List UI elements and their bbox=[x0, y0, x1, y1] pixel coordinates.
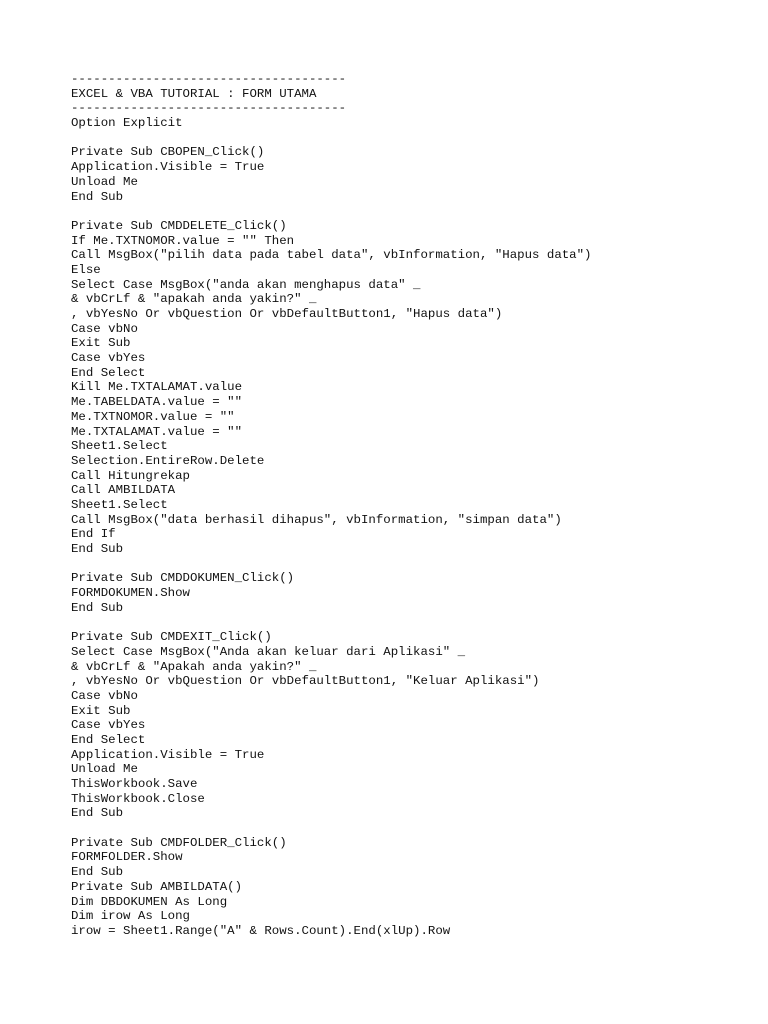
code-line: Me.TXTALAMAT.value = "" bbox=[71, 424, 243, 439]
code-line: , vbYesNo Or vbQuestion Or vbDefaultButton1, "Keluar Aplikasi") bbox=[71, 674, 540, 689]
code-line: Call Hitungrekap bbox=[71, 468, 190, 483]
code-line: Call MsgBox("pilih data pada tabel data", vbInformation, "Hapus data") bbox=[71, 248, 592, 263]
code-line bbox=[71, 204, 592, 219]
code-line: Private Sub CMDDELETE_Click() bbox=[71, 218, 287, 233]
code-line: Dim irow As Long bbox=[71, 909, 190, 924]
code-line: ThisWorkbook.Save bbox=[71, 777, 198, 791]
code-line: Me.TXTNOMOR.value = "" bbox=[71, 409, 235, 424]
code-line: Me.TABELDATA.value = "" bbox=[71, 395, 243, 410]
code-line: Unload Me bbox=[71, 174, 138, 189]
code-line: End If bbox=[71, 527, 116, 542]
code-line: ------------------------------------- bbox=[71, 101, 347, 116]
code-line: Application.Visible = True bbox=[71, 160, 265, 175]
code-line: Exit Sub bbox=[71, 336, 131, 351]
code-line: End Select bbox=[71, 732, 146, 747]
code-line: & vbCrLf & "Apakah anda yakin?" _ bbox=[71, 659, 317, 674]
code-line: Case vbNo bbox=[71, 688, 138, 703]
code-line: Selection.EntireRow.Delete bbox=[71, 453, 265, 468]
code-line bbox=[71, 615, 592, 630]
code-line: & vbCrLf & "apakah anda yakin?" _ bbox=[71, 292, 317, 307]
code-line: FORMDOKUMEN.Show bbox=[71, 586, 190, 601]
code-line: Call AMBILDATA bbox=[71, 483, 176, 498]
code-line: Select Case MsgBox("anda akan menghapus data" _ bbox=[71, 277, 421, 292]
code-line: If Me.TXTNOMOR.value = "" Then bbox=[71, 233, 295, 248]
code-line: irow = Sheet1.Range("A" & Rows.Count).End(xlUp).Row bbox=[71, 923, 451, 938]
code-line: Else bbox=[71, 262, 101, 277]
code-line: End Sub bbox=[71, 806, 124, 821]
code-line: Select Case MsgBox("Anda akan keluar dari Aplikasi" _ bbox=[71, 644, 466, 659]
code-line: End Sub bbox=[71, 189, 124, 204]
code-line: Call MsgBox("data berhasil dihapus", vbInformation, "simpan data") bbox=[71, 512, 562, 527]
code-line: Dim DBDOKUMEN As Long bbox=[71, 894, 228, 909]
code-line: , vbYesNo Or vbQuestion Or vbDefaultButton1, "Hapus data") bbox=[71, 307, 503, 321]
code-line: Case vbYes bbox=[71, 351, 146, 366]
code-line: Case vbYes bbox=[71, 718, 146, 733]
code-line: ------------------------------------- bbox=[71, 72, 347, 86]
code-line: Option Explicit bbox=[71, 116, 183, 131]
code-line: ThisWorkbook.Close bbox=[71, 791, 205, 806]
code-line: Unload Me bbox=[71, 762, 138, 777]
code-line: End Sub bbox=[71, 542, 124, 556]
code-line: Sheet1.Select bbox=[71, 439, 168, 454]
code-line: Exit Sub bbox=[71, 703, 131, 718]
code-line: Private Sub CMDDOKUMEN_Click() bbox=[71, 571, 295, 586]
code-line: EXCEL & VBA TUTORIAL : FORM UTAMA bbox=[71, 86, 317, 101]
code-line: Sheet1.Select bbox=[71, 497, 168, 512]
code-line bbox=[71, 557, 592, 572]
code-line: End Sub bbox=[71, 865, 124, 880]
code-line: Private Sub AMBILDATA() bbox=[71, 879, 243, 894]
code-line: Private Sub CMDEXIT_Click() bbox=[71, 630, 272, 645]
code-line: Private Sub CBOPEN_Click() bbox=[71, 145, 265, 160]
vba-code-listing bbox=[71, 72, 592, 939]
code-line: End Select bbox=[71, 365, 146, 380]
code-line bbox=[71, 131, 592, 146]
code-line: Case vbNo bbox=[71, 321, 138, 336]
code-line: Private Sub CMDFOLDER_Click() bbox=[71, 835, 287, 850]
code-line: Application.Visible = True bbox=[71, 747, 265, 762]
code-line bbox=[71, 821, 592, 836]
code-line: Kill Me.TXTALAMAT.value bbox=[71, 380, 243, 395]
code-line: End Sub bbox=[71, 600, 124, 615]
code-line: FORMFOLDER.Show bbox=[71, 850, 183, 865]
